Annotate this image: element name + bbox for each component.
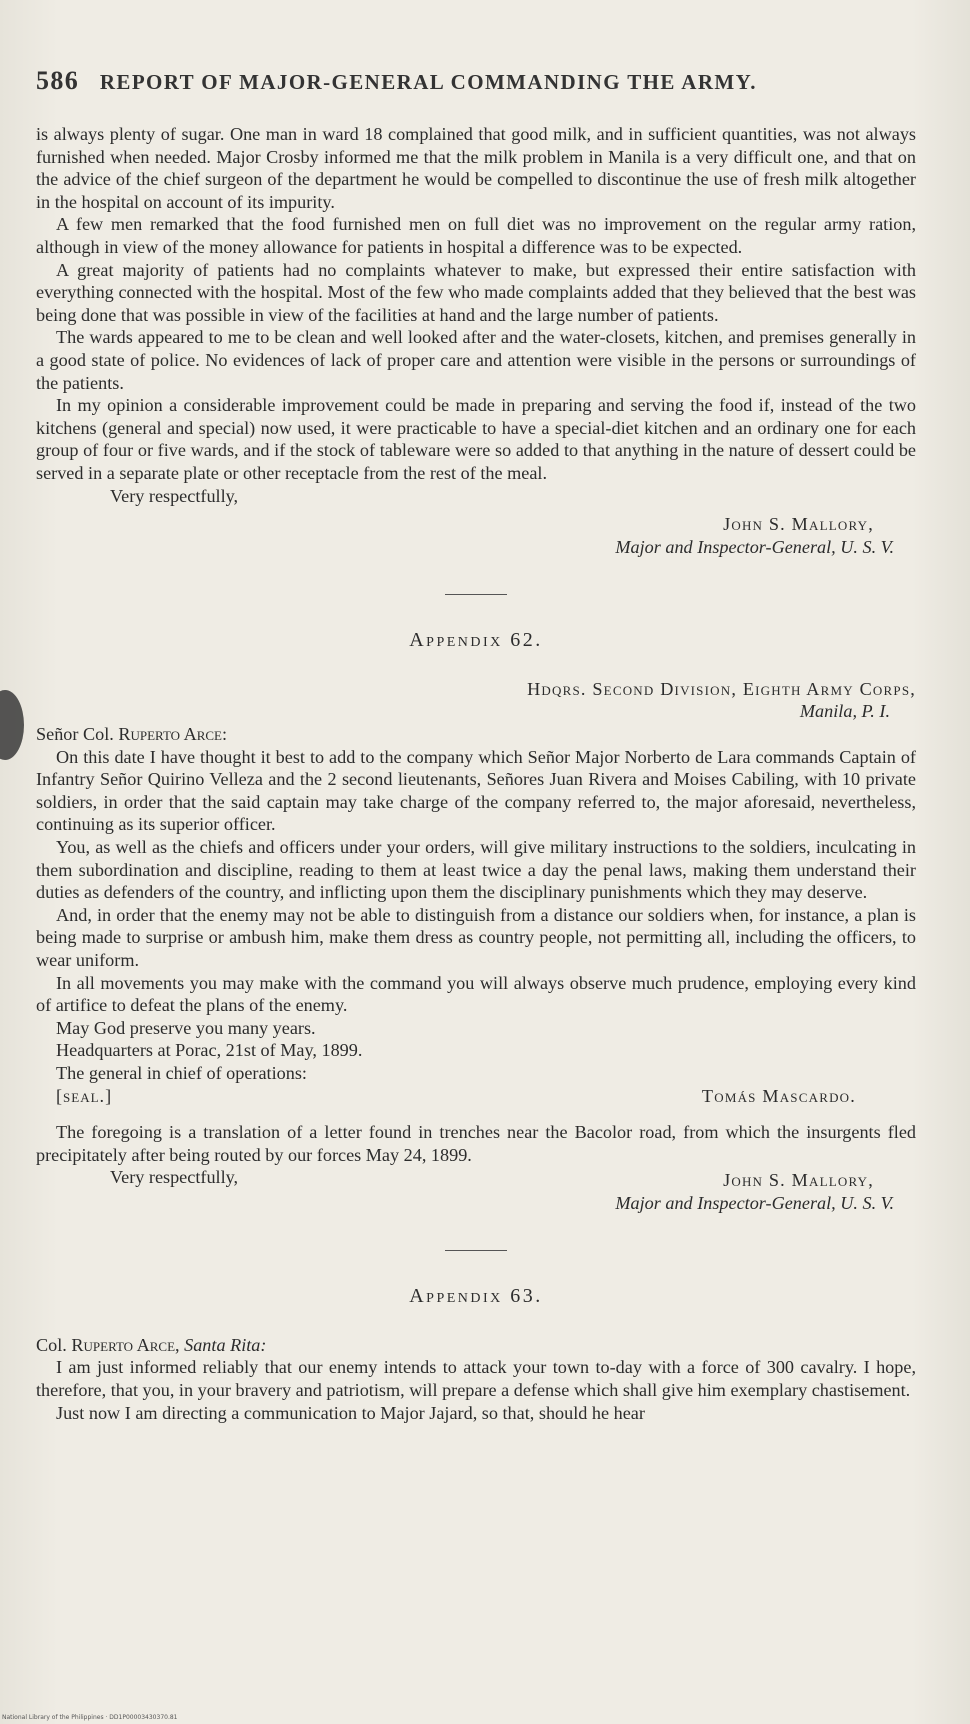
document-body — [36, 123, 916, 1424]
paragraph: On this date I have thought it best to add to the company which Señor Major Norberto de Lara commands Captain of Infantry Señor Quirino Velleza and the 2 second lieutenants, Señores Juan Rivera and Moises Cabiling, with 10 private soldiers, in order that the said captain may take charge of the company referred to, the major aforesaid, nevertheless, continuing as its superior officer. — [36, 746, 916, 835]
appendix-63-title: Appendix 63. — [409, 1285, 543, 1308]
paragraph: In all movements you may make with the command you will always observe much prudence, employing every kind of artifice to defeat the plans of the enemy. — [36, 972, 916, 1016]
salutation-name: Ruperto Arce: — [118, 724, 228, 745]
signature-title: Major and Inspector-General, U. S. V. — [615, 1192, 894, 1213]
headquarters-line: Hdqrs. Second Division, Eighth Army Corps, — [527, 678, 916, 699]
seal-mark: [seal.] — [56, 1085, 113, 1106]
paragraph: The wards appeared to me to be clean and well looked after and the water-closets, kitchen, and premises generally in a good state of police. No evidences of lack of proper care and attention were visible in the persons or surroundings of the patients. — [36, 327, 916, 393]
seal-row — [36, 1085, 916, 1108]
salutation-prefix: Col. — [36, 1334, 72, 1355]
paragraph: I am just informed reliably that our enemy intends to attack your town to-day with a force of 300 cavalry. I hope, therefore, that you, in your bravery and patriotism, will prepare a defense which shall give him exemplary chastisement. — [36, 1357, 916, 1400]
salutation — [36, 1334, 916, 1357]
paragraph: In my opinion a considerable improvement could be made in preparing and serving the food if, instead of the two kitchens (general and special) now used, it were practicable to have a special-diet kitchen and an ordinary one for each group of four or five wards, and if the stock of tableware were so added to that anything in the nature of dessert could be served in a separate plate or other receptacle from the rest of the meal. — [36, 395, 916, 483]
letter-signer: Tomás Mascardo. — [701, 1085, 856, 1106]
running-header — [36, 66, 916, 96]
footer-credit: National Library of the Philippines · DD1P00003430370.81 — [2, 1714, 178, 1721]
appendix-62-title: Appendix 62. — [409, 629, 543, 652]
signature-title: Major and Inspector-General, U. S. V. — [615, 536, 894, 557]
closing: Very respectfully, — [110, 485, 239, 506]
section-rule — [445, 594, 507, 595]
letter-line: May God preserve you many years. — [56, 1017, 316, 1038]
running-title: REPORT OF MAJOR-GENERAL COMMANDING THE ARMY. — [99, 70, 757, 94]
salutation — [36, 723, 916, 746]
salutation-place: Santa Rita: — [179, 1334, 267, 1355]
salutation-prefix: Señor Col. — [36, 724, 119, 745]
page-smudge — [0, 690, 24, 760]
signature-name: John S. Mallory, — [723, 1169, 874, 1190]
paragraph: A few men remarked that the food furnished men on full diet was no improvement on the regular army ration, although in view of the money allowance for patients in hospital a difference was to be expected. — [36, 214, 916, 257]
paragraph: A great majority of patients had no complaints whatever to make, but expressed their entire satisfaction with everything connected with the hospital. Most of the few who made complaints added that they believed that the best was being done that was possible in view of the facilities at hand and the large number of patients. — [36, 259, 916, 325]
signature-block — [36, 513, 916, 558]
section-rule — [445, 1250, 507, 1251]
paragraph: Just now I am directing a communication to Major Jajard, so that, should he hear — [56, 1402, 645, 1423]
paragraph: And, in order that the enemy may not be able to distinguish from a distance our soldiers when, for instance, a plan is being made to surprise or ambush him, make them dress as country people, not permitting all, including the officers, to wear uniform. — [36, 904, 916, 970]
paragraph: The foregoing is a translation of a letter found in trenches near the Bacolor road, from which the insurgents fled precipitately after being routed by our forces May 24, 1899. — [36, 1122, 916, 1165]
paragraph: is always plenty of sugar. One man in ward 18 complained that good milk, and in sufficient quantities, was not always furnished when needed. Major Crosby informed me that the milk problem in Manila is a very difficult one, and that on the advice of the chief surgeon of the department he would be compelled to discontinue the use of fresh milk altogether in the hospital on account of its impurity. — [36, 124, 916, 212]
letter-line: Headquarters at Porac, 21st of May, 1899. — [56, 1040, 363, 1061]
paragraph: You, as well as the chiefs and officers under your orders, will give military instructions to the soldiers, inculcating in them subordination and discipline, reading to them at least twice a day the penal laws, making them understand their duties as defenders of the country, and inflicting upon them the disciplinary punishments which they may deserve. — [36, 837, 916, 903]
signature-name: John S. Mallory, — [723, 514, 874, 535]
headquarters-place: Manila, P. I. — [799, 701, 890, 722]
salutation-name: Ruperto Arce, — [71, 1334, 180, 1355]
page-number: 586 — [36, 66, 80, 95]
letter-line: The general in chief of operations: — [56, 1062, 307, 1083]
closing: Very respectfully, — [110, 1167, 239, 1188]
